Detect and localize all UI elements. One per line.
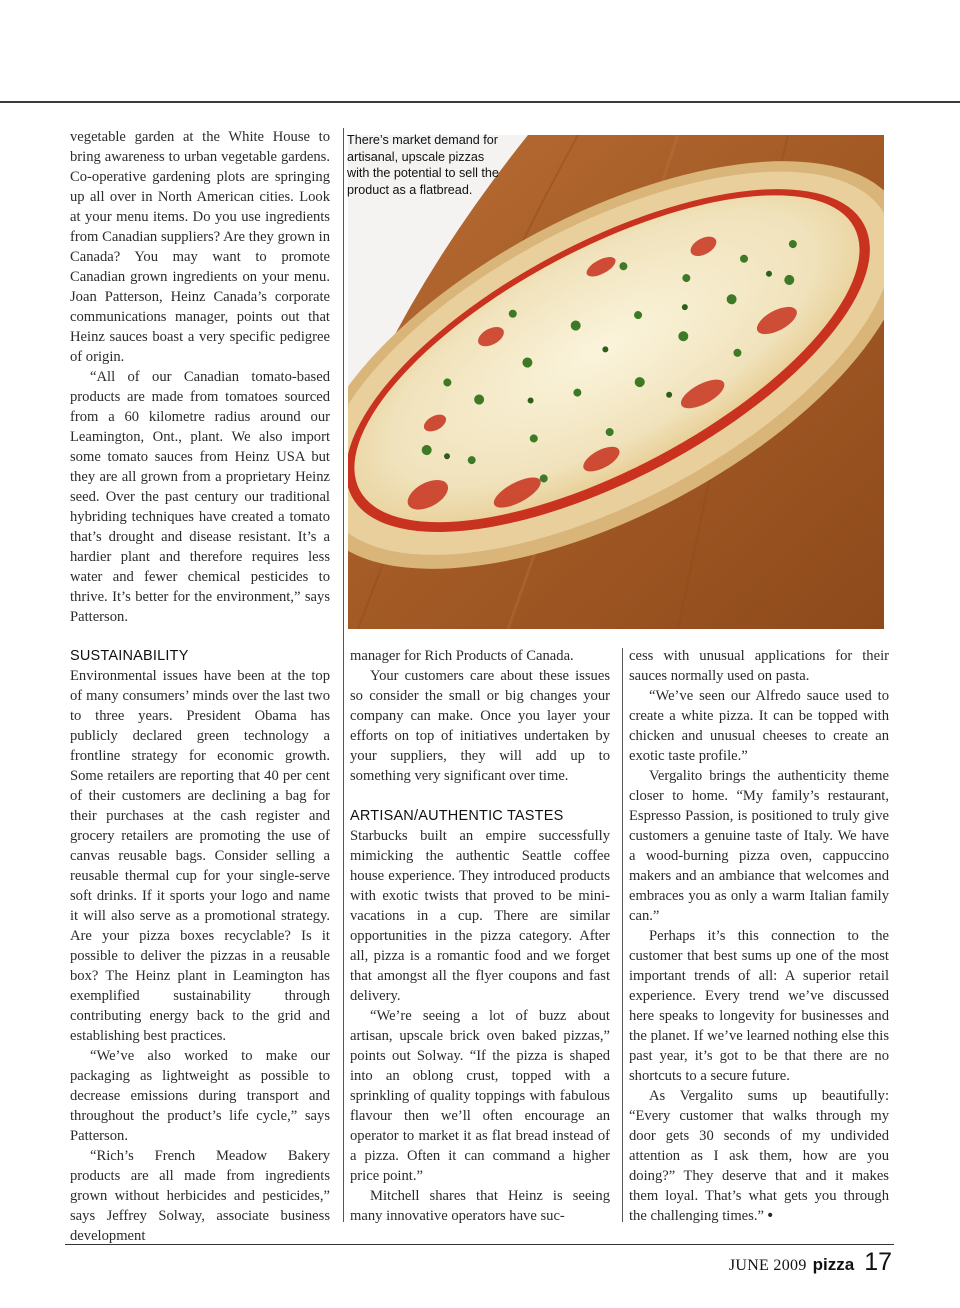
paragraph: cess with unusual applications for their sauces normally used on pasta. [629, 648, 889, 684]
paragraph: “We’ve also worked to make our packaging as lightweight as possible to decrease emissions during transport and throughout the product’s life cycle,” says Patterson. [70, 1048, 330, 1144]
end-mark: • [767, 1208, 773, 1224]
paragraph: Environmental issues have been at the top of many consumers’ minds over the last two to three years. President Obama has publicly declared green technology a frontline strategy for economic growth. Some retailers are reporting that 40 per cent of their customers are declining a bag for their purchases at the cash register and grocery retailers are promoting the use of canvas reusable bags. Consider selling a reusable thermal cup for your single-serve soft drinks. If it sports your logo and name it will also serve as a promotional strategy. Are your pizza boxes recyclable? Is it possible to deliver the pizzas in a reusable box? The Heinz plant in Leamington has exemplified sustainability through contributing energy back to the grid and establishing best practices. [70, 668, 330, 1044]
photo-caption: There’s market demand for artisanal, upscale pizzas with the potential to sell the product as a flatbread. [347, 133, 499, 197]
column-divider [622, 648, 623, 1222]
column-left-top [70, 127, 330, 627]
section-heading-artisan: ARTISAN/AUTHENTIC TASTES [350, 808, 564, 824]
paragraph: “We’ve seen our Alfredo sauce used to create a white pizza. It can be topped with chicken and unusual cheeses to create an exotic taste profile.” [629, 688, 889, 764]
column-middle [350, 646, 610, 1226]
paragraph: Perhaps it’s this connection to the customer that best sums up one of the most important trends of all: A superior retail experience. Every trend we’ve discussed here speaks to longevity for businesses and the planet. If we’ve learned nothing else this past year, it’s got to be that there are no shortcuts to a secure future. [629, 928, 889, 1084]
paragraph: Vergalito brings the authenticity theme closer to home. “My family’s restaurant, Espresso Passion, is positioned to truly give customers a genuine taste of Italy. We have a wood-burning pizza oven, cappuccino makers and an ambiance that welcomes and embraces you as only a warm Italian family can.” [629, 768, 889, 924]
section-heading-sustainability: SUSTAINABILITY [70, 648, 189, 664]
magazine-name: pizza [812, 1255, 855, 1274]
page-number: 17 [864, 1248, 892, 1276]
paragraph: Your customers care about these issues so consider the small or big changes your company can make. Once you layer your efforts on top of initiatives undertaken by your suppliers, they will add up to something very significant over time. [350, 668, 610, 784]
pizza-photo [348, 135, 884, 629]
paragraph: Mitchell shares that Heinz is seeing many innovative operators have suc- [350, 1188, 610, 1224]
paragraph: “All of our Canadian tomato-based products are made from tomatoes sourced from a 60 kilometre radius around our Leamington, Ont., plant. We also import some tomato sauces from Heinz USA but they are all grown from a proprietary Heinz seed. Over the past century our traditional hybriding techniques have created a tomato that’s drought and disease resistant. It’s a hardier plant and therefore requires less water and fewer chemical pesticides to thrive. It’s better for the environment,” says Patterson. [70, 369, 330, 625]
issue-date: JUNE 2009 [728, 1257, 807, 1274]
flatbread-pizza-illustration [348, 135, 884, 629]
page-footer [729, 1248, 892, 1278]
top-rule [0, 101, 960, 103]
paragraph-last [629, 1086, 889, 1226]
paragraph: “We’re seeing a lot of buzz about artisan, upscale brick oven baked pizzas,” points out Solway. “If the pizza is shaped into an oblong crust, topped with a sprinkling of quality toppings with fabulous flavour then we’ll often encourage an operator to market it as flat bread instead of a pizza. Often it can command a higher price point.” [350, 1008, 610, 1184]
paragraph-text: As Vergalito sums up beautifully: “Every customer that walks through my door gets 30 seconds of my undivided attention as I ask them, how are you doing?” They deserve that and it makes them loyal. That’s what gets you through the challenging times.” [629, 1088, 889, 1224]
column-divider [343, 128, 344, 1222]
paragraph: Starbucks built an empire successfully mimicking the authentic Seattle coffee house experience. They introduced products with exotic twists that proved to be mini-vacations in a cup. There are similar opportunities in the pizza category. After all, pizza is a romantic food and we forget that amongst all the flyer coupons and fast delivery. [350, 828, 610, 1004]
bottom-rule [65, 1244, 894, 1245]
column-left-bottom [70, 646, 330, 1246]
paragraph: vegetable garden at the White House to bring awareness to urban vegetable gardens. Co-operative gardening plots are springing up all over in North American cities. Look at your menu items. Do you use ingredients from Canadian suppliers? Are they grown in Canada? You may want to promote Canadian grown ingredients on your menu. Joan Patterson, Heinz Canada’s corporate communications manager, points out that Heinz sauces boast a very specific pedigree of origin. [70, 129, 330, 365]
paragraph: manager for Rich Products of Canada. [350, 648, 574, 664]
column-right [629, 646, 889, 1226]
spacer [350, 786, 610, 806]
paragraph: “Rich’s French Meadow Bakery products are all made from ingredients grown without herbicides and pesticides,” says Jeffrey Solway, associate business development [70, 1148, 330, 1244]
